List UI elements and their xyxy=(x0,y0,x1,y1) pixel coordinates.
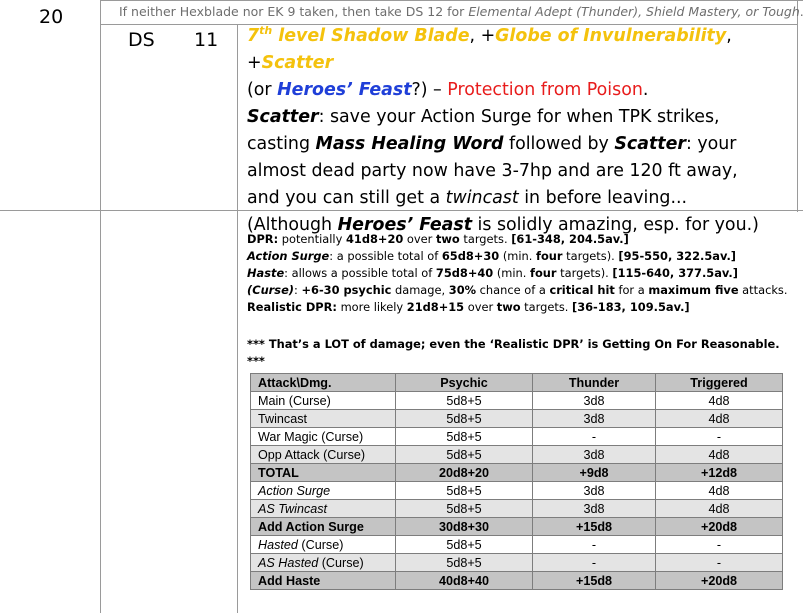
action-surge-line: Action Surge: a possible total of 65d8+30 (min. four targets). [95-550, 322.5av.] xyxy=(247,249,736,263)
table-row xyxy=(251,482,783,500)
psychic-cell: 20d8+20 xyxy=(396,464,533,482)
psychic-cell: 5d8+5 xyxy=(396,554,533,572)
table-total-row xyxy=(251,464,783,482)
psychic-cell: 5d8+5 xyxy=(396,482,533,500)
curse-line: (Curse): +6-30 psychic damage, 30% chance of a critical hit for a maximum five attacks. xyxy=(247,283,788,297)
table-row xyxy=(251,554,783,572)
psychic-cell: 40d8+40 xyxy=(396,572,533,590)
table-row xyxy=(251,392,783,410)
triggered-cell: - xyxy=(656,554,783,572)
attack-cell: Hasted (Curse) xyxy=(251,536,396,554)
class-level: 11 xyxy=(194,29,219,51)
psychic-cell: 5d8+5 xyxy=(396,500,533,518)
psychic-cell: 5d8+5 xyxy=(396,446,533,464)
triggered-cell: +12d8 xyxy=(656,464,783,482)
triggered-cell: - xyxy=(656,536,783,554)
attack-cell: Add Haste xyxy=(251,572,396,590)
dpr-summary xyxy=(247,231,799,316)
thunder-cell: - xyxy=(533,554,656,572)
thunder-cell: 3d8 xyxy=(533,446,656,464)
damage-warning: *** That’s a LOT of damage; even the ‘Realistic DPR’ is Getting On For Reasonable. *** xyxy=(247,337,780,368)
thunder-cell: +9d8 xyxy=(533,464,656,482)
grid-line xyxy=(237,24,238,613)
row-level: 20 xyxy=(39,6,64,28)
attack-cell: Add Action Surge xyxy=(251,518,396,536)
thunder-cell: 3d8 xyxy=(533,500,656,518)
triggered-cell: - xyxy=(656,428,783,446)
thunder-cell: +15d8 xyxy=(533,518,656,536)
psychic-cell: 5d8+5 xyxy=(396,536,533,554)
psychic-cell: 5d8+5 xyxy=(396,392,533,410)
attack-cell: AS Hasted (Curse) xyxy=(251,554,396,572)
class-name: DS xyxy=(128,29,155,51)
header-thunder: Thunder xyxy=(533,374,656,392)
table-total-row xyxy=(251,518,783,536)
psychic-cell: 30d8+30 xyxy=(396,518,533,536)
spell-line-7: (Although Heroes’ Feast is solidly amazing, esp. for you.) xyxy=(247,215,759,235)
damage-table xyxy=(250,373,783,590)
spell-description xyxy=(247,23,799,239)
top-note-suffix: . xyxy=(799,4,804,19)
table-total-row xyxy=(251,572,783,590)
table-row xyxy=(251,446,783,464)
header-triggered: Triggered xyxy=(656,374,783,392)
thunder-cell: 3d8 xyxy=(533,410,656,428)
top-note-prefix: If neither Hexblade nor EK 9 taken, then take DS 12 for xyxy=(119,4,469,19)
attack-cell: War Magic (Curse) xyxy=(251,428,396,446)
thunder-cell: +15d8 xyxy=(533,572,656,590)
spell-line-3: Scatter: save your Action Surge for when TPK strikes, xyxy=(247,107,720,127)
haste-line: Haste: allows a possible total of 75d8+40 (min. four targets). [115-640, 377.5av.] xyxy=(247,266,738,280)
table-header-row xyxy=(251,374,783,392)
spell-line-4: casting Mass Healing Word followed by Scatter: your xyxy=(247,134,737,154)
header-psychic: Psychic xyxy=(396,374,533,392)
spell-line-2: (or Heroes’ Feast?) – Protection from Poison. xyxy=(247,80,649,100)
header-attack: Attack\Dmg. xyxy=(251,374,396,392)
triggered-cell: 4d8 xyxy=(656,392,783,410)
top-note-options: Elemental Adept (Thunder), Shield Mastery, or Tough xyxy=(468,4,800,19)
spell-line-1: 7th level Shadow Blade, +Globe of Invulnerability, +Scatter xyxy=(247,24,732,73)
triggered-cell: +20d8 xyxy=(656,572,783,590)
triggered-cell: 4d8 xyxy=(656,410,783,428)
triggered-cell: 4d8 xyxy=(656,500,783,518)
triggered-cell: 4d8 xyxy=(656,482,783,500)
dpr-line: DPR: potentially 41d8+20 over two targets. [61-348, 204.5av.] xyxy=(247,232,629,246)
grid-line xyxy=(100,0,101,613)
attack-cell: Main (Curse) xyxy=(251,392,396,410)
attack-cell: Action Surge xyxy=(251,482,396,500)
spell-line-6: and you can still get a twincast in before leaving... xyxy=(247,188,688,208)
table-row xyxy=(251,428,783,446)
top-note xyxy=(100,0,803,25)
table-row xyxy=(251,410,783,428)
attack-cell: Opp Attack (Curse) xyxy=(251,446,396,464)
thunder-cell: 3d8 xyxy=(533,482,656,500)
table-row xyxy=(251,500,783,518)
realistic-dpr-line: Realistic DPR: more likely 21d8+15 over two targets. [36-183, 109.5av.] xyxy=(247,300,690,314)
attack-cell: TOTAL xyxy=(251,464,396,482)
psychic-cell: 5d8+5 xyxy=(396,410,533,428)
triggered-cell: +20d8 xyxy=(656,518,783,536)
table-row xyxy=(251,536,783,554)
spell-line-5: almost dead party now have 3-7hp and are 120 ft away, xyxy=(247,161,738,181)
thunder-cell: - xyxy=(533,536,656,554)
psychic-cell: 5d8+5 xyxy=(396,428,533,446)
thunder-cell: 3d8 xyxy=(533,392,656,410)
triggered-cell: 4d8 xyxy=(656,446,783,464)
attack-cell: Twincast xyxy=(251,410,396,428)
thunder-cell: - xyxy=(533,428,656,446)
attack-cell: AS Twincast xyxy=(251,500,396,518)
